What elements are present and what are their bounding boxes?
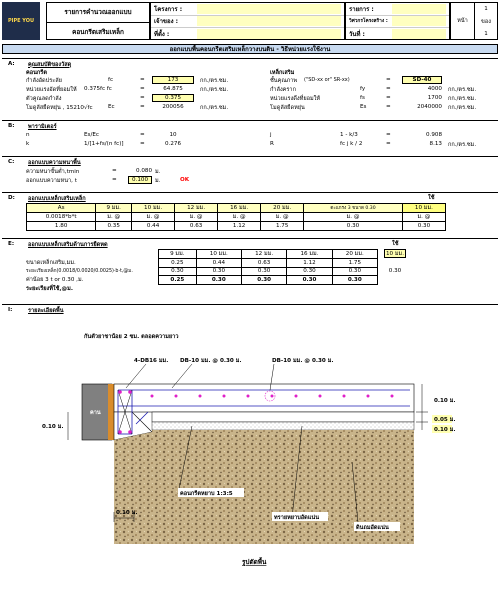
document-title: ออกแบบพื้นคอนกรีตเสริมเหล็กวางบนดิน - วิธีหน่วยแรงใช้งาน: [2, 44, 498, 54]
section-i-header: [2, 304, 498, 314]
fc-input[interactable]: 173: [152, 76, 194, 84]
project-label: โครงการ :: [154, 5, 183, 13]
steel-heading: เหล็กเสริม: [270, 70, 295, 76]
section-i-letter: I:: [8, 307, 13, 313]
tmin-value: 0.080: [135, 168, 152, 174]
es-eq: =: [386, 104, 391, 110]
document-header-title: [46, 2, 150, 40]
logo-text: PIPE YOU: [7, 18, 35, 24]
section-d-letter: D:: [8, 195, 15, 201]
slab-section-drawing: [2, 322, 498, 606]
d-r1c6: ม. @: [304, 213, 403, 222]
fc-eq: =: [140, 77, 145, 83]
ratio-label: ตัวคูณลดกำลัง: [26, 96, 62, 102]
tmin-label: ความหนาขั้นต่ำ,tmin: [26, 169, 80, 175]
e-use-select[interactable]: 10 มม.: [385, 251, 405, 257]
section-b-header: [2, 120, 498, 130]
section-a-header: [2, 58, 498, 68]
fy-eq: =: [386, 86, 391, 92]
ec-symbol: Ec: [108, 104, 115, 110]
sand-label: ทรายหยาบอัดแน่น: [274, 515, 320, 521]
e-h0: 9 มม.: [159, 250, 197, 259]
tmin-unit: ม.: [155, 169, 161, 175]
r-symbol: R: [270, 141, 274, 147]
project-info: [150, 2, 345, 40]
j-formula: 1 - k/3: [340, 132, 358, 138]
es-value: 2040000: [417, 104, 442, 110]
e-r3c2: 0.30: [241, 276, 286, 285]
r-eq: =: [386, 141, 391, 147]
e-r3c0: 0.25: [159, 276, 197, 285]
e-h4: 20 มม.: [332, 250, 377, 259]
e-r2c0: 0.30: [159, 267, 197, 276]
e-r2c4: 0.30: [332, 267, 377, 276]
item-label: รายการ :: [349, 5, 374, 13]
t-unit: ม.: [155, 178, 161, 184]
k-value: 0.276: [164, 141, 181, 147]
dim-005-label: 0.05 ม.: [434, 417, 456, 423]
e-r1c4: 1.75: [332, 259, 377, 268]
owner-label: เจ้าของ :: [154, 18, 179, 26]
e-r1c0: 0.25: [159, 259, 197, 268]
ec-value: 200056: [162, 104, 184, 110]
bar2-label: DB-10 มม. @ 0.30 ม.: [272, 358, 334, 364]
grade-label: ชั้นคุณภาพ: [270, 78, 298, 84]
d-h1: 9 มม.: [96, 204, 132, 213]
fy-unit: กก./ตร.ซม.: [448, 87, 477, 93]
d-r2c3: 0.63: [175, 222, 218, 231]
es-symbol: Es: [360, 104, 367, 110]
dim-010b-label: 0.10 ม.: [434, 427, 456, 433]
t-eq: =: [112, 177, 117, 183]
e-r1c2: 0.63: [241, 259, 286, 268]
fy-value: 4000: [427, 86, 442, 92]
k-eq: =: [140, 141, 145, 147]
section-c-letter: C:: [8, 159, 15, 165]
e-row-label-0: ขนาดเหล็กเสริม,มม.: [26, 260, 76, 266]
section-i-title: รายละเอียดพื้น: [28, 308, 64, 314]
n-symbol: n: [26, 132, 30, 138]
fs-symbol: fs: [360, 95, 365, 101]
section-d-header: [2, 192, 498, 202]
e-r1c1: 0.44: [196, 259, 241, 268]
fs-eq: =: [386, 95, 391, 101]
e-row-label-1: ระยะเรียงเหล็ก(0.0018/0.0020/0.0025)·b·t,@ม.: [26, 269, 133, 274]
j-value: 0.908: [425, 132, 442, 138]
es-unit: กก./ตร.ซม.: [448, 105, 477, 111]
drawing-caption: รูปตัดพื้น: [242, 558, 267, 566]
fc-label: กำลังอัดประลัย: [26, 78, 62, 84]
d-r1c2: ม. @: [132, 213, 175, 222]
d-r2c4: 1.12: [218, 222, 261, 231]
d-r2c0: 1.80: [27, 222, 96, 231]
e-r2c2: 0.30: [241, 267, 286, 276]
n-formula: Es/Ec: [84, 132, 99, 138]
concrete-heading: คอนกรีต: [26, 70, 47, 76]
ec-eq: =: [140, 104, 145, 110]
e-h1: 10 มม.: [196, 250, 241, 259]
date-label: วันที่ :: [349, 31, 365, 39]
d-use-label: ใช้: [428, 195, 435, 201]
d-r1c7: ม. @: [402, 213, 445, 222]
k-symbol: k: [26, 141, 30, 147]
r-value: 8.13: [429, 141, 442, 147]
fs-value: 1700: [427, 95, 442, 101]
e-row-label-3: ระยะเรียงที่ใช้,@ม.: [26, 286, 73, 292]
slab-concrete: [114, 384, 414, 412]
beam-edge: [108, 384, 114, 440]
allow-value: 64.875: [163, 86, 183, 92]
e-use-label: ใช้: [392, 241, 399, 247]
t-input[interactable]: 0.100: [128, 176, 152, 184]
item-info: [345, 2, 450, 40]
location-field[interactable]: [197, 29, 341, 39]
j-eq: =: [386, 132, 391, 138]
bar1-label: DB-10 มม. @ 0.30 ม.: [180, 358, 242, 364]
beam-label: คาน: [90, 410, 101, 416]
allow-eq: =: [140, 86, 145, 92]
allow-label: หน่วยแรงอัดที่ยอมให้: [26, 87, 77, 93]
dim-bottom-label: 0.10 ม.: [116, 510, 138, 516]
engineer-field[interactable]: [392, 16, 446, 26]
header-title-line2: คอนกรีตเสริมเหล็ก: [47, 22, 149, 41]
e-r3c1: 0.30: [196, 276, 241, 285]
es-label: โมดูลัสยืดหยุ่น: [270, 105, 305, 111]
d-r2c5: 1.75: [261, 222, 304, 231]
page-counter: [450, 2, 498, 40]
rebar-table: [26, 203, 446, 231]
fy-label: กำลังคราก: [270, 87, 296, 93]
fy-symbol: fy: [360, 86, 366, 92]
e-r3c3: 0.30: [287, 276, 332, 285]
section-e-letter: E:: [8, 241, 15, 247]
fs-unit: กก./ตร.ซม.: [448, 96, 477, 102]
section-c-title: ออกแบบความหนาพื้น: [28, 160, 81, 166]
lean-concrete-layer: [152, 412, 414, 422]
d-r1c5: ม. @: [261, 213, 304, 222]
page-label: หน้า: [457, 18, 468, 24]
d-r1c1: ม. @: [96, 213, 132, 222]
r-unit: กก./ตร.ซม.: [448, 142, 477, 148]
drawing-top-note: กันตัวยาชาน้อย 2 ซม. ตลอดความยาว: [84, 334, 179, 340]
d-h4: 16 มม.: [218, 204, 261, 213]
t-label: ออกแบบความหนา, t: [26, 178, 77, 184]
n-eq: =: [140, 132, 145, 138]
fc-symbol: fc: [108, 77, 114, 83]
grade-select[interactable]: SD-40: [402, 76, 442, 84]
section-c-header: [2, 156, 498, 166]
d-h2: 10 มม.: [132, 204, 175, 213]
n-value: 10: [169, 132, 177, 138]
section-e-header: [2, 238, 498, 248]
location-label: ที่ตั้ง :: [154, 31, 170, 39]
ratio-eq: =: [140, 95, 145, 101]
fc-unit: กก./ตร.ซม.: [200, 78, 229, 84]
d-r2c6: 0.30: [304, 222, 403, 231]
d-h3: 12 มม.: [175, 204, 218, 213]
d-h6: ตะแกรง 3 ขนาด 0.30: [304, 204, 403, 213]
fs-label: หน่วยแรงดึงที่ยอมให้: [270, 96, 321, 102]
section-b-letter: B:: [8, 123, 15, 129]
grade-eq: =: [386, 77, 391, 83]
page-total: 1: [484, 31, 488, 38]
e-r3c4: 0.30: [332, 276, 377, 285]
section-e-title: ออกแบบเหล็กเสริมด้านการยืดหด: [28, 242, 108, 248]
e-h3: 16 มม.: [287, 250, 332, 259]
page-number: 1: [484, 6, 488, 12]
j-symbol: j: [270, 132, 272, 138]
item-field[interactable]: [392, 4, 446, 14]
d-r2c1: 0.35: [96, 222, 132, 231]
r-formula: fc j k / 2: [340, 141, 363, 147]
soil-label: ดินถมอัดแน่น: [356, 525, 389, 531]
e-use-value: 0.30: [388, 268, 402, 274]
section-d-title: ออกแบบเหล็กเสริมเหล็ก: [28, 196, 86, 202]
allow-formula: 0.375fc fc: [84, 86, 112, 92]
ec-label: โมดูลัสยืดหยุ่น , 15210√fc: [26, 105, 93, 111]
section-a-title: คุณสมบัติของวัสดุ: [28, 62, 72, 68]
d-h7[interactable]: 10 มม.: [402, 204, 445, 213]
header-title-line1: รายการคำนวณออกแบบ: [64, 8, 132, 16]
grade-hint: ("SD-xx or" SR-xx): [304, 77, 350, 83]
e-row-label-2: ค่าน้อย 3 t or 0.30 ,ม.: [26, 277, 84, 283]
engineer-label: วิศวกรโครงสร้าง :: [349, 19, 388, 25]
page-of-label: ของ: [481, 18, 491, 25]
ec-unit: กก./ตร.ซม.: [200, 105, 229, 111]
project-field[interactable]: [197, 4, 341, 14]
section-b-title: พารามิเตอร์: [28, 124, 57, 130]
main-bar-label: 4-DB16 มม.: [134, 358, 169, 364]
d-h0: As: [27, 204, 96, 213]
section-a-letter: A:: [8, 61, 15, 67]
company-logo: [2, 2, 40, 40]
date-field[interactable]: [392, 29, 446, 39]
allow-unit: กก./ตร.ซม.: [200, 87, 229, 93]
d-r1c0: 0.0018*b*t: [27, 213, 96, 222]
lean-label: คอนกรีตหยาบ 1:3:5: [180, 491, 233, 497]
e-r2c3: 0.30: [287, 267, 332, 276]
tmin-eq: =: [112, 168, 117, 174]
e-r1c3: 1.12: [287, 259, 332, 268]
e-h2: 12 มม.: [241, 250, 286, 259]
d-r2c7: 0.30: [402, 222, 445, 231]
dim-left-label: 0.10 ม.: [42, 424, 64, 430]
shrinkage-table: [158, 249, 378, 285]
dim-slab-label: 0.10 ม.: [434, 398, 456, 404]
e-r2c1: 0.30: [196, 267, 241, 276]
k-formula: 1/[1+fs/(n fc)]: [84, 141, 124, 147]
d-r1c3: ม. @: [175, 213, 218, 222]
thickness-status: OK: [180, 177, 190, 183]
d-r2c2: 0.44: [132, 222, 175, 231]
owner-field[interactable]: [197, 16, 341, 26]
d-h5: 20 มม.: [261, 204, 304, 213]
d-r1c4: ม. @: [218, 213, 261, 222]
ratio-input[interactable]: 0.375: [152, 94, 194, 102]
